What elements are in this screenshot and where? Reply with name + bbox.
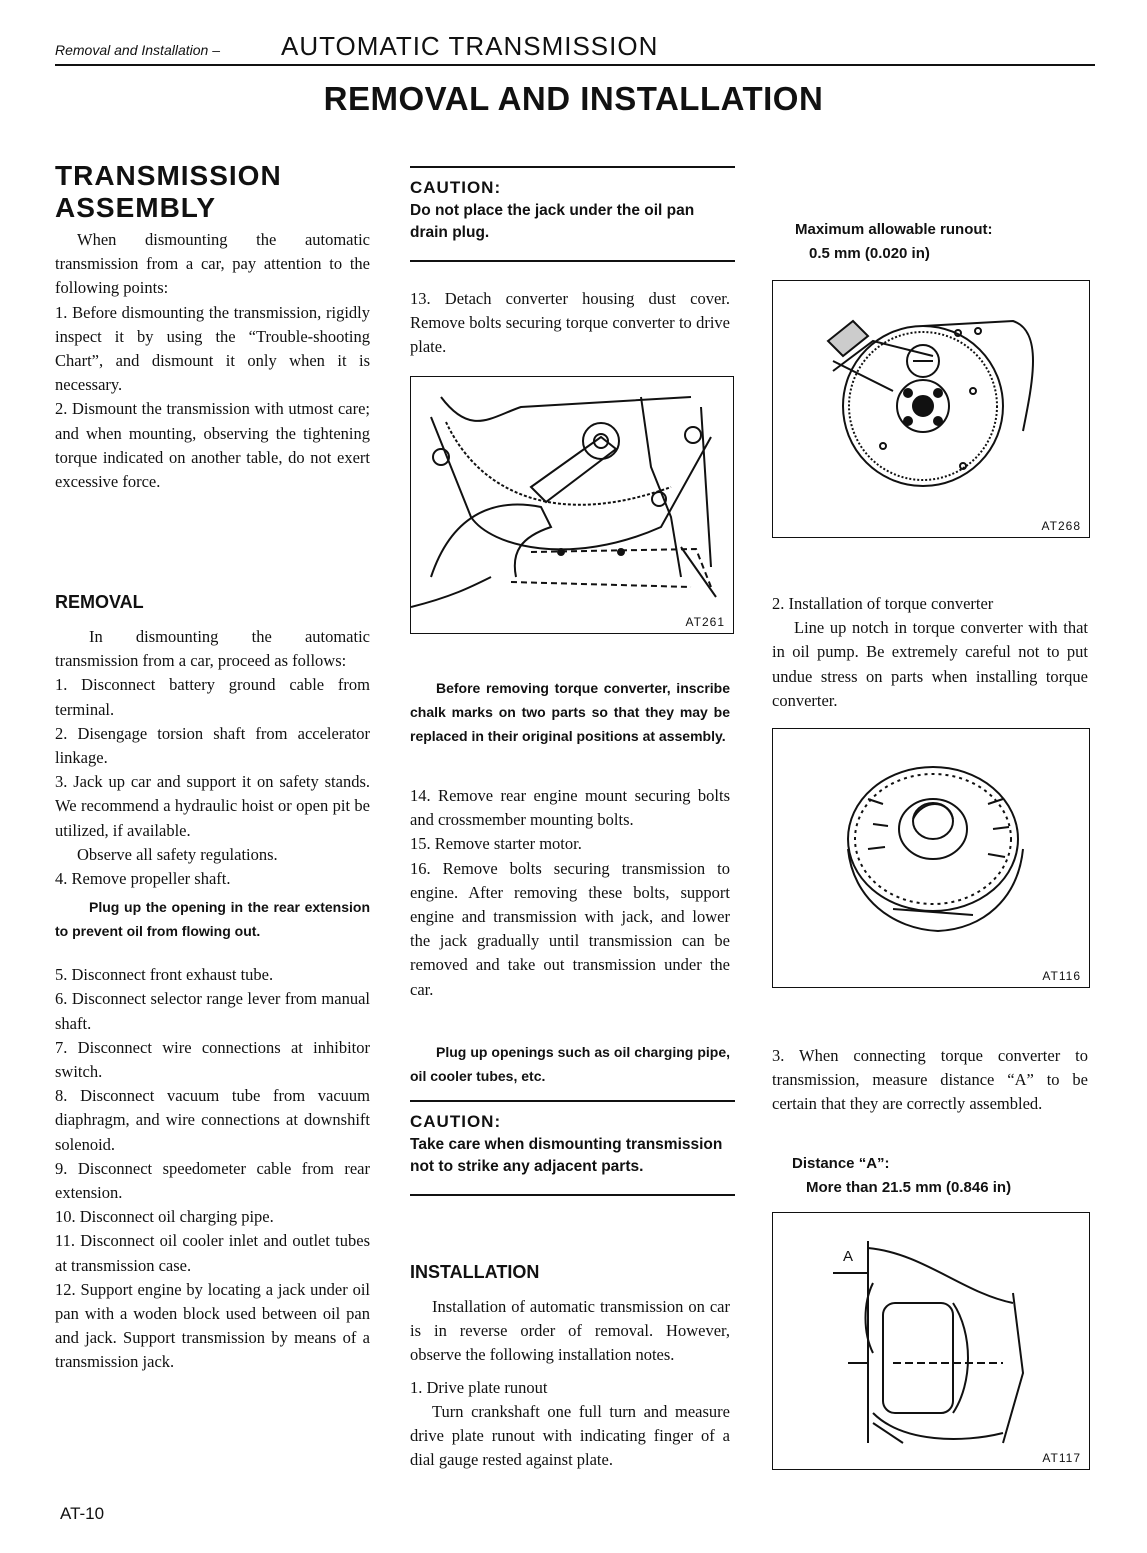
figure-at268 xyxy=(772,280,1090,538)
removal-step-3: 3. Jack up car and support it on safety stands. We recommend a hydraulic hoist or open pit be utilized, if available. xyxy=(55,772,370,840)
figure-at261-label: AT261 xyxy=(685,615,725,629)
removal-body-2 xyxy=(55,963,370,1374)
removal-body xyxy=(55,625,370,891)
step-16: 16. Remove bolts securing transmission to engine. After removing these bolts, support engine and transmission with jack, and lower the jack gradually until transmission can be removed and take out transmission under the car. xyxy=(410,858,730,999)
removal-intro: In dismounting the automatic transmission from a car, proceed as follows: xyxy=(55,627,370,671)
removal-note-plug: Plug up the opening in the rear extension to prevent oil from flowing out. xyxy=(55,899,370,940)
runout-value: 0.5 mm (0.020 in) xyxy=(809,245,930,262)
transmission-assembly-section xyxy=(55,160,370,494)
caution-text-2: Take care when dismounting transmission not to strike any adjacent parts. xyxy=(410,1136,723,1175)
removal-section xyxy=(55,592,370,1375)
section-title-line1: TRANSMISSION xyxy=(55,160,282,191)
figure-at116-label: AT116 xyxy=(1042,969,1081,983)
note-chalk-marks: Before removing torque converter, inscribe chalk marks on two parts so that they may be replaced in their original positions at assembly. xyxy=(410,680,730,744)
installation-item-2-title: 2. Installation of torque converter xyxy=(772,594,994,613)
figure-at116 xyxy=(772,728,1090,988)
note-plug-openings: Plug up openings such as oil charging pipe, oil cooler tubes, etc. xyxy=(410,1044,730,1084)
caution-text-1: Do not place the jack under the oil pan drain plug. xyxy=(410,202,695,241)
installation-section xyxy=(410,1262,730,1472)
figure-at261 xyxy=(410,376,734,634)
installation-item-1-text: Turn crankshaft one full turn and measure drive plate runout with indicating finger of a dial gauge rested against plate. xyxy=(410,1401,730,1470)
assembly-point-1: 1. Before dismounting the transmission, rigidly inspect it by using the “Trouble-shooting Chart”, and dismount it only when it is necessary. xyxy=(55,302,370,395)
installation-item-1-title: 1. Drive plate runout xyxy=(410,1377,548,1397)
running-header xyxy=(55,30,1095,66)
removal-step-6: 6. Disconnect selector range lever from manual shaft. xyxy=(55,989,370,1033)
installation-body xyxy=(410,1295,730,1472)
removal-step-5: 5. Disconnect front exhaust tube. xyxy=(55,965,274,985)
converter-distance-a-illustration xyxy=(773,1213,1089,1469)
installation-item-1-continuation xyxy=(772,160,1090,208)
removal-step-1: 1. Disconnect battery ground cable from terminal. xyxy=(55,675,370,719)
installation-intro: Installation of automatic transmission on car is in reverse order of removal. However, observe the following installation notes. xyxy=(410,1297,730,1365)
distance-value: More than 21.5 mm (0.846 in) xyxy=(806,1179,1012,1196)
middle-steps xyxy=(410,784,730,1002)
header-section-big: AUTOMATIC TRANSMISSION xyxy=(281,31,659,61)
removal-step-8: 8. Disconnect vacuum tube from vacuum diaphragm, and wire connections at downshift solenoid. xyxy=(55,1086,370,1154)
page-title: REMOVAL AND INSTALLATION xyxy=(323,80,824,117)
page-number: AT-10 xyxy=(60,1504,105,1523)
installation-title: INSTALLATION xyxy=(410,1262,540,1282)
installation-item-2-text: Line up notch in torque converter with that in oil pump. Be extremely careful not to put undue stress on parts when installing torque converter. xyxy=(772,618,1088,710)
converter-bolt-wrench-illustration xyxy=(411,377,733,633)
removal-step-12: 12. Support engine by locating a jack under oil pan with a woden block used between oil pan and jack. Support transmission by means of a transmission jack. xyxy=(55,1279,370,1372)
assembly-intro: When dismounting the automatic transmission from a car, pay attention to the following points: xyxy=(55,230,370,298)
runout-label: Maximum allowable runout: xyxy=(795,221,993,238)
removal-step-4: 4. Remove propeller shaft. xyxy=(55,869,231,889)
distance-a-marker: A xyxy=(843,1248,854,1265)
removal-step-11: 11. Disconnect oil cooler inlet and outlet tubes at transmission case. xyxy=(55,1231,370,1275)
distance-spec xyxy=(792,1152,1011,1200)
step-13: 13. Detach converter housing dust cover. Remove bolts securing torque converter to drive plate. xyxy=(410,289,730,357)
removal-step-3-note: Observe all safety regulations. xyxy=(77,844,278,864)
caution-box-strike xyxy=(410,1100,735,1196)
caution-box-jack xyxy=(410,166,735,262)
assembly-point-2: 2. Dismount the transmission with utmost care; and when mounting, observing the tightening torque indicated on another table, do not exert excessive force. xyxy=(55,399,370,492)
removal-step-2: 2. Disengage torsion shaft from accelerator linkage. xyxy=(55,723,370,768)
removal-step-10: 10. Disconnect oil charging pipe. xyxy=(55,1207,274,1227)
step-15: 15. Remove starter motor. xyxy=(410,834,582,854)
distance-label: Distance “A”: xyxy=(792,1155,890,1172)
installation-item-3: 3. When connecting torque converter to transmission, measure distance “A” to be certain that they are correctly assembled. xyxy=(772,1046,1088,1114)
runout-spec xyxy=(795,218,993,266)
figure-at268-label: AT268 xyxy=(1041,519,1081,533)
installation-item-2 xyxy=(772,592,1088,713)
removal-step-7: 7. Disconnect wire connections at inhibitor switch. xyxy=(55,1037,370,1082)
figure-at117 xyxy=(772,1212,1090,1470)
dial-gauge-drive-plate-illustration xyxy=(773,281,1089,537)
removal-step-9: 9. Disconnect speedometer cable from rear extension. xyxy=(55,1158,370,1203)
step-14: 14. Remove rear engine mount securing bolts and crossmember mounting bolts. xyxy=(410,786,730,830)
figure-at117-label: AT117 xyxy=(1042,1451,1081,1465)
removal-title: REMOVAL xyxy=(55,592,144,612)
assembly-body xyxy=(55,228,370,494)
caution-head-1: CAUTION: xyxy=(410,178,502,197)
header-section-small: Removal and Installation – xyxy=(55,42,220,58)
caution-head-2: CAUTION: xyxy=(410,1112,502,1131)
torque-converter-illustration xyxy=(773,729,1089,987)
section-title-line2: ASSEMBLY xyxy=(55,192,217,223)
